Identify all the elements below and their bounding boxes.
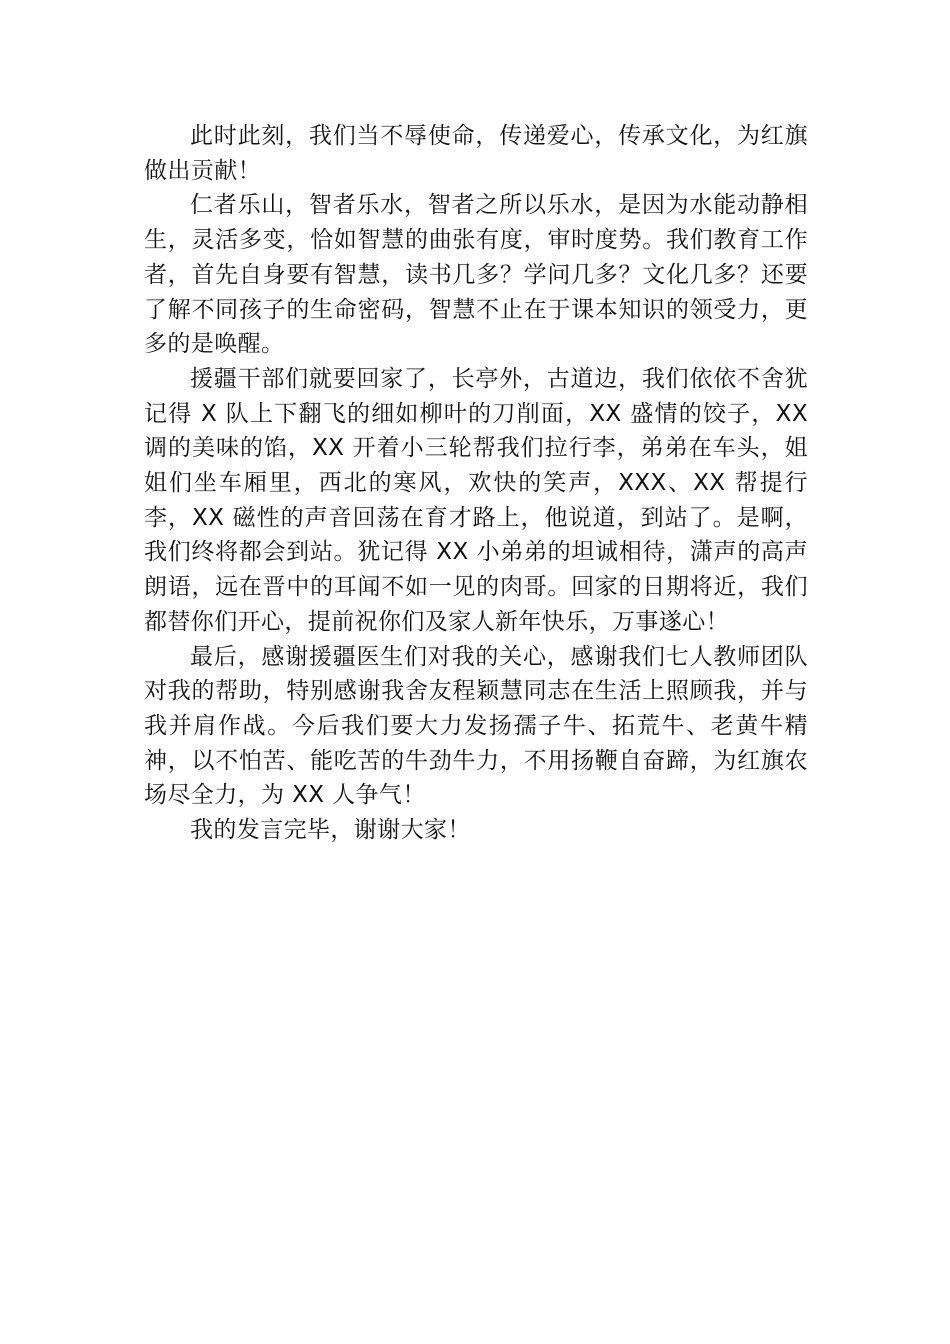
paragraph: 最后，感谢援疆医生们对我的关心，感谢我们七人教师团队对我的帮助，特别感谢我舍友程颖慧同志在生活上照顾我，并与我并肩作战。今后我们要大力发扬孺子牛、拓荒牛、老黄牛精神，以不怕苦、能吃苦的牛劲牛力，不用扬鞭自奋蹄，为红旗农场尽全力，为 XX 人争气！: [144, 643, 808, 809]
paragraph: 此时此刻，我们当不辱使命，传递爱心，传承文化，为红旗做出贡献！: [144, 123, 808, 184]
paragraph: 我的发言完毕，谢谢大家！: [190, 817, 471, 844]
paragraph: 仁者乐山，智者乐水，智者之所以乐水，是因为水能动静相生，灵活多变，恰如智慧的曲张有度，审时度势。我们教育工作者，首先自身要有智慧，读书几多？学问几多？文化几多？还要了解不同孩子的生命密码，智慧不止在于课本知识的领受力，更多的是唤醒。: [144, 192, 808, 358]
paragraph: 援疆干部们就要回家了，长亭外，古道边，我们依依不舍犹记得 X 队上下翻飞的细如柳叶的刀削面，XX 盛情的饺子，XX 调的美味的馅，XX 开着小三轮帮我们拉行李，弟弟在车头，姐姐们坐车厢里，西北的寒风，欢快的笑声，XXX、XX 帮提行李，XX 磁性的声音回荡在育才路上，他说道，到站了。是啊，我们终将都会到站。犹记得 XX 小弟弟的坦诚相待，潇声的高声朗语，远在晋中的耳闻不如一见的肉哥。回家的日期将近，我们都替你们开心，提前祝你们及家人新年快乐，万事遂心！: [144, 365, 808, 635]
document-body: [144, 119, 808, 848]
